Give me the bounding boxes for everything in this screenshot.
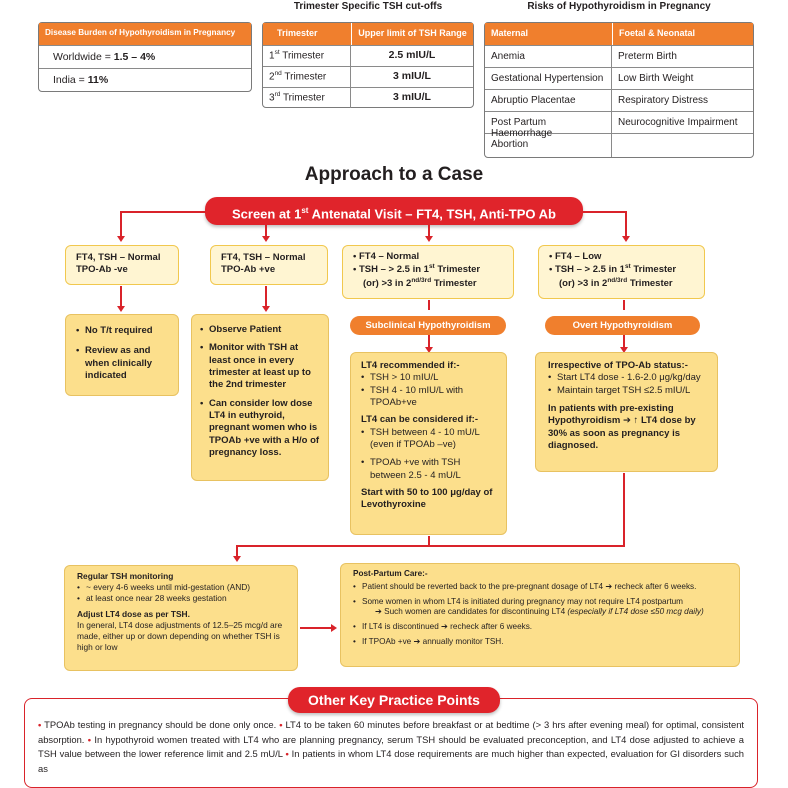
overt-tag: Overt Hypothyroidism xyxy=(545,316,700,335)
connector-line xyxy=(623,300,625,310)
branch-overt: • FT4 – Low • TSH – > 2.5 in 1st Trimester (or) >3 in $2^{nd/3rd}$ Trimester xyxy=(538,245,705,299)
tsh-cutoffs-title: Trimester Specific TSH cut-offs xyxy=(293,1,443,12)
connector-arrow xyxy=(117,306,125,312)
connector-arrow xyxy=(262,306,270,312)
tsh-row: 1st Trimester 2.5 mIU/L xyxy=(263,45,473,66)
connector-line xyxy=(236,545,625,547)
connector-line xyxy=(120,286,122,306)
connector-line xyxy=(623,473,625,546)
connector-line xyxy=(265,286,267,306)
tsh-cutoffs-table xyxy=(262,22,474,108)
action-no-treatment: • No T/t required • Review as and when clinically indicated xyxy=(65,314,179,396)
subclinical-tag: Subclinical Hypothyroidism xyxy=(350,316,506,335)
key-points-title: Other Key Practice Points xyxy=(288,687,500,713)
branch-subclinical: • FT4 – Normal • TSH – > 2.5 in 1st Trimester (or) >3 in $2^{nd/3rd}$ Trimester xyxy=(342,245,514,299)
disease-burden-table xyxy=(38,22,252,92)
connector-line xyxy=(120,211,206,213)
monitoring-box: Regular TSH monitoring • ~ every 4-6 weeks until mid-gestation (AND) • at least once near 28 weeks gestation Adjust LT4 dose as per TSH. In general, LT4 dose adjustments of 12.5–25 mcg/d are made, either up or down depending on whether TSH is high or low xyxy=(64,565,298,671)
connector-line xyxy=(120,211,122,237)
risk-row: Anemia Preterm Birth xyxy=(485,45,753,67)
risk-row: Gestational Hypertension Low Birth Weight xyxy=(485,67,753,89)
approach-title: Approach to a Case xyxy=(304,164,484,185)
risks-table xyxy=(484,22,754,158)
tsh-row: 3rd Trimester 3 mIU/L xyxy=(263,87,473,108)
risk-row: Abruptio Placentae Respiratory Distress xyxy=(485,89,753,111)
risk-row: Abortion xyxy=(485,133,753,157)
connector-arrow xyxy=(233,556,241,562)
connector-arrow xyxy=(425,236,433,242)
disease-burden-row: Worldwide = 1.5 – 4% xyxy=(39,45,251,68)
tsh-row: 2nd Trimester 3 mIU/L xyxy=(263,66,473,87)
connector-line xyxy=(300,627,332,629)
connector-arrow xyxy=(331,624,337,632)
risks-header: Maternal Foetal & Neonatal xyxy=(485,23,753,45)
connector-line xyxy=(428,300,430,310)
key-points-text: • TPOAb testing in pregnancy should be done only once. • LT4 to be taken 60 minutes before breakfast or at bedtime (> 3 hrs after evening meal) for optimal, consistent absorption. • In hypothyroid women treated with LT4 who are planning pregnancy, serum TSH should be evaluated preconception, and LT4 dose adjusted to achieve a TSH value between the lower reference limit and 2.5 mU/L • In patients in whom LT4 dose requirements are much higher than expected, evaluation for GI disorders such as xyxy=(38,719,745,774)
connector-arrow xyxy=(262,236,270,242)
connector-arrow xyxy=(622,236,630,242)
connector-line xyxy=(625,211,627,237)
postpartum-box: Post-Partum Care:- • Patient should be reverted back to the pre-pregnant dosage of LT4 ➔ recheck after 6 weeks. • Some women in whom LT4 is initiated during pregnancy may not require LT4 postpartum ➔ Such women are candidates for discontinuing LT4 (especially if LT4 dose ≤50 mcg daily) • If LT4 is discontinued ➔ recheck after 6 weeks. • If TPOAb +ve ➔ annually monitor TSH. xyxy=(340,563,740,667)
risk-row: Post Partum Haemorrhage Neurocognitive Impairment xyxy=(485,111,753,133)
branch-normal-tpo-negative: FT4, TSH – Normal TPO-Ab -ve xyxy=(65,245,179,285)
branch-normal-tpo-positive: FT4, TSH – Normal TPO-Ab +ve xyxy=(210,245,328,285)
connector-arrow xyxy=(117,236,125,242)
connector-line xyxy=(428,335,430,347)
disease-burden-row: India = 11% xyxy=(39,68,251,91)
risks-title: Risks of Hypothyroidism in Pregnancy xyxy=(527,1,711,12)
connector-line xyxy=(583,211,627,213)
action-overt: Irrespective of TPO-Ab status:- • Start LT4 dose - 1.6-2.0 μg/kg/day • Maintain target TSH ≤2.5 mIU/L In patients with pre-existing Hypothyroidism ➔ ↑ LT4 dose by 30% as soon as pregnancy is diagnosed. xyxy=(535,352,718,472)
action-observe: • Observe Patient • Monitor with TSH at least once in every trimester at least up to the 2nd trimester • Can consider low dose LT4 in euthyroid, pregnant women who is TPOAb +ve with a H/o of pregnancy loss. xyxy=(191,314,329,481)
disease-burden-header: Disease Burden of Hypothyroidism in Pregnancy xyxy=(39,23,251,45)
screen-pill: Screen at 1st Antenatal Visit – FT4, TSH, Anti-TPO Ab xyxy=(205,197,583,225)
tsh-cutoffs-header: Trimester Upper limit of TSH Range xyxy=(263,23,473,45)
connector-line xyxy=(623,335,625,347)
action-subclinical: LT4 recommended if:- • TSH > 10 mIU/L • TSH 4 - 10 mIU/L with TPOAb+ve LT4 can be considered if:- • TSH between 4 - 10 mU/L (even if TPOAb –ve) • TPOAb +ve with TSH between 2.5 - 4 mU/L Start with 50 to 100 μg/day of Levothyroxine xyxy=(350,352,507,535)
